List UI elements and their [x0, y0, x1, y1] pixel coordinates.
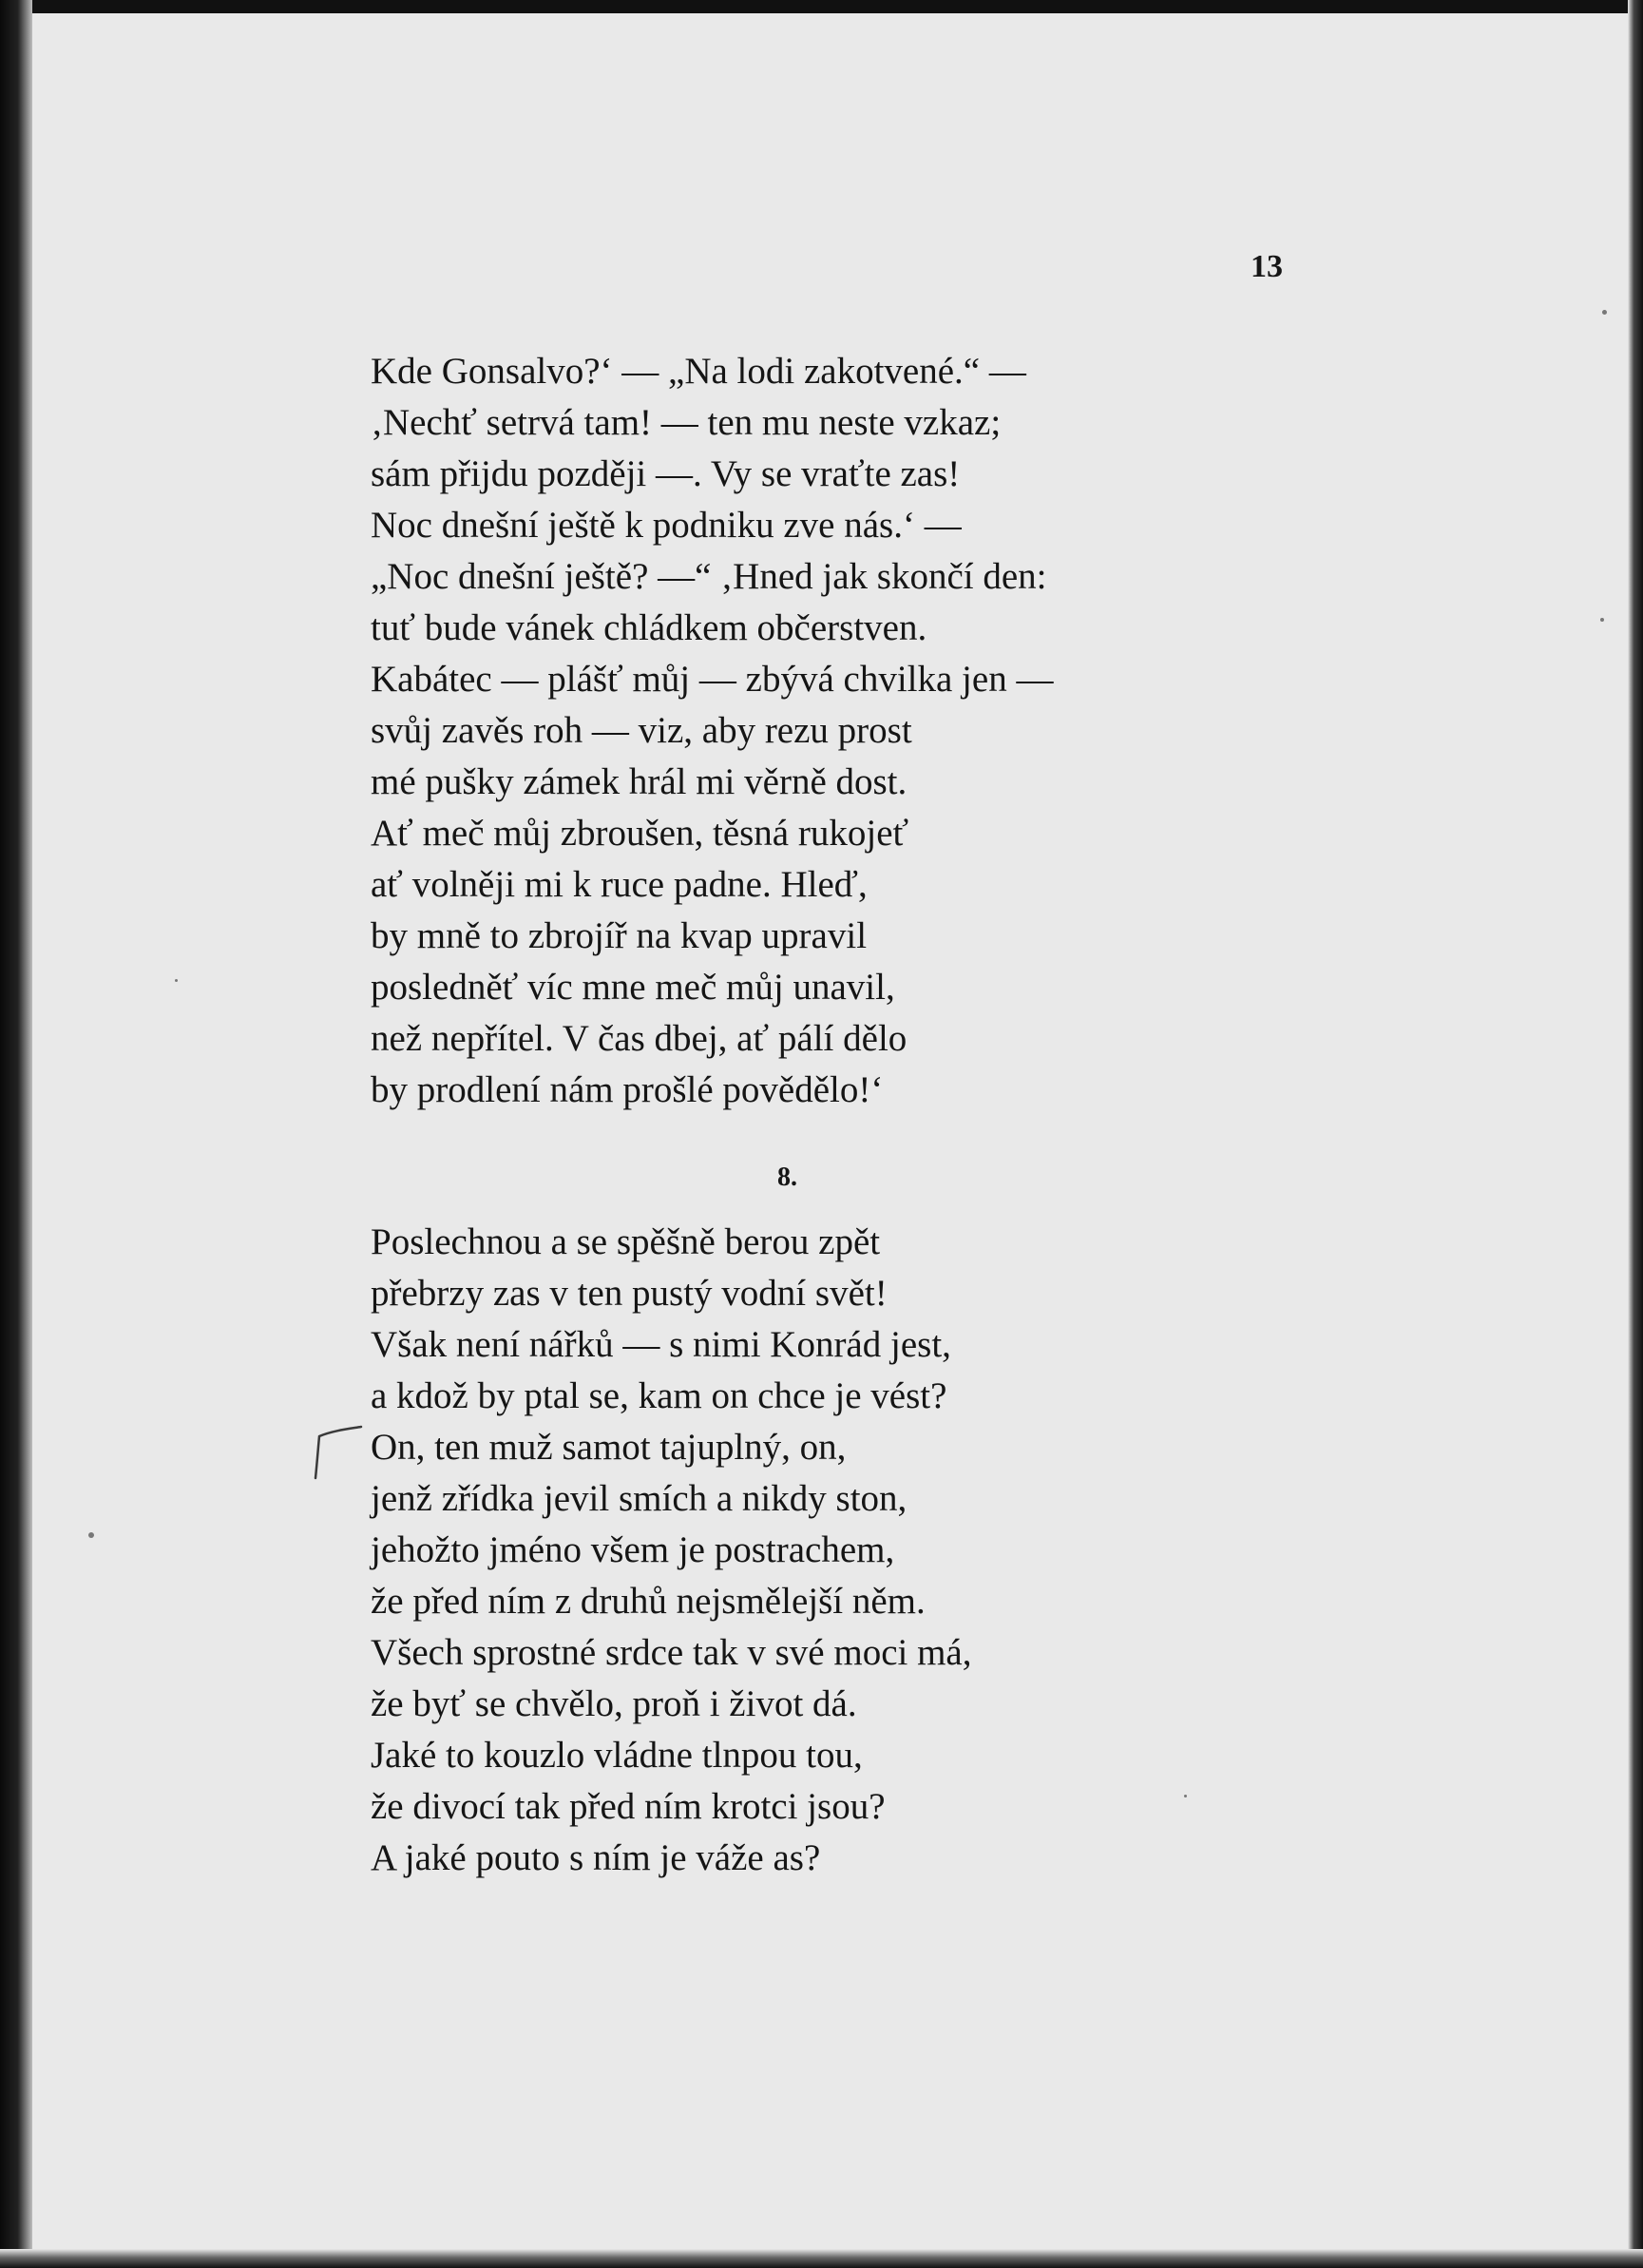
verse-line: by mně to zbrojíř na kvap upravil — [371, 915, 868, 956]
verse-line: mé pušky zámek hrál mi věrně dost. — [371, 761, 907, 802]
paper-speck — [1600, 618, 1604, 622]
verse-line: tuť bude vánek chládkem občerstven. — [371, 607, 927, 648]
verse-line: On, ten muž samot tajuplný, on, — [371, 1427, 847, 1468]
verse-line: přebrzy zas v ten pustý vodní svět! — [371, 1273, 888, 1314]
paper-speck — [175, 979, 178, 982]
verse-line: Kde Gonsalvo?‘ — „Na lodi zakotvené.“ — — [371, 351, 1026, 392]
paper-speck — [1184, 1795, 1187, 1797]
pencil-margin-mark — [312, 1423, 367, 1486]
verse-line: A jaké pouto s ním je váže as? — [371, 1837, 821, 1878]
verse-line: jenž zřídka jevil smích a nikdy ston, — [371, 1478, 907, 1519]
section-number: 8. — [777, 1163, 797, 1192]
verse-line: že byť se chvělo, proň i život dá. — [371, 1683, 857, 1724]
verse-line: a kdož by ptal se, kam on chce je vést? — [371, 1375, 947, 1416]
verse-line: svůj zavěs roh — viz, aby rezu prost — [371, 710, 912, 751]
verse-line: Jaké to kouzlo vládne tlnpou tou, — [371, 1735, 863, 1776]
verse-line: jehožto jméno všem je postrachem, — [371, 1529, 895, 1570]
verse-line: Kabátec — plášť můj — zbývá chvilka jen — — [371, 659, 1054, 700]
verse-line: Poslechnou a se spěšně berou zpět — [371, 1221, 881, 1262]
stanza-2 — [371, 1217, 972, 1884]
verse-line: Ať meč můj zbroušen, těsná rukojeť — [371, 813, 909, 854]
page-edge-bottom — [0, 2249, 1643, 2268]
paper-speck — [88, 1532, 94, 1538]
verse-line: sám přijdu později —. Vy se vraťte zas! — [371, 453, 961, 494]
verse-line: „Noc dnešní ještě? —“ ‚Hned jak skončí den: — [371, 556, 1047, 597]
binding-shadow — [0, 0, 32, 2268]
verse-line: než nepřítel. V čas dbej, ať pálí dělo — [371, 1018, 907, 1059]
verse-line: Noc dnešní ještě k podniku zve nás.‘ — — [371, 505, 962, 546]
page-edge-right — [1628, 0, 1643, 2268]
verse-line: ‚Nechť setrvá tam! — ten mu neste vzkaz; — [371, 402, 1002, 443]
verse-line: Všech sprostné srdce tak v své moci má, — [371, 1632, 972, 1673]
page-number: 13 — [1251, 249, 1283, 284]
verse-line: že před ním z druhů nejsmělejší něm. — [371, 1581, 926, 1622]
stanza-1 — [371, 346, 1053, 1116]
verse-line: ať volněji mi k ruce padne. Hleď, — [371, 864, 868, 905]
verse-line: posledněť víc mne meč můj unavil, — [371, 967, 895, 1008]
verse-line: že divocí tak před ním krotci jsou? — [371, 1786, 886, 1827]
paper-speck — [1602, 310, 1607, 315]
verse-line: Však není nářků — s nimi Konrád jest, — [371, 1324, 951, 1365]
verse-line: by prodlení nám prošlé povědělo!‘ — [371, 1069, 884, 1110]
